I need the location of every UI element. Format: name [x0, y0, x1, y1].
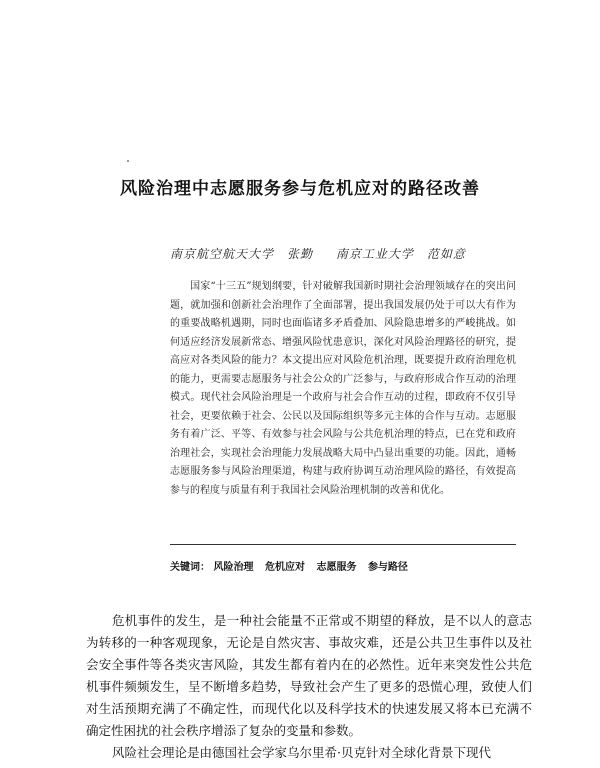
scan-speck — [127, 160, 129, 162]
body-paragraph-2: 风险社会理论是由德国社会学家乌尔里希·贝克针对全球化背景下现代 — [112, 745, 491, 760]
body-text — [86, 610, 532, 764]
keyword-4: 参与路径 — [367, 562, 408, 573]
author-affiliation-1: 南京航空航天大学 张勤 — [170, 247, 314, 261]
keyword-1: 风险治理 — [213, 562, 254, 573]
author-affiliation-2: 南京工业大学 范如意 — [335, 247, 466, 261]
abstract-text: 国家“十三五”规划纲要，针对破解我国新时期社会治理领域存在的突出问题，就加强和创新社会治理作了全面部署，提出我国发展仍处于可以大有作为的重要战略机遇期，同时也面临诸多矛盾叠加、风险隐患增多的严峻挑战。如何适应经济发展新常态、增强风险忧患意识，深化对风险治理路径的研究，提高应对各类风险的能力？本文提出应对风险危机治理，既要提升政府治理危机的能力，更需要志愿服务与社会公众的广泛参与，与政府形成合作互动的治理模式。现代社会风险治理是一个政府与社会合作互动的过程，即政府不仅引导社会，更要依赖于社会、公民以及国际组织等多元主体的合作与互动。志愿服务有着广泛、平等、有效参与社会风险与公共危机治理的特点，已在党和政府治理社会，实现社会治理能力发展战略大局中凸显出重要的功能。因此，通畅志愿服务参与风险治理渠道，构建与政府协调互动治理风险的路径，有效提高参与的程度与质量有利于我国社会风险治理机制的改善和优化。 — [170, 281, 516, 496]
keywords — [170, 558, 516, 573]
body-paragraph-1: 危机事件的发生，是一种社会能量不正常或不期望的释放，是不以人的意志为转移的一种客观现象，无论是自然灾害、事故灾难，还是公共卫生事件以及社会安全事件等各类灾害风险，其发生都有着内在的必然性。近年来突发性公共危机事件频频发生，呈不断增多趋势，导致社会产生了更多的恐慌心理，致使人们对生活预期充满了不确定性，而现代化以及科学技术的快速发展又将本已充满不确定性困扰的社会秩序增添了复杂的变量和参数。 — [86, 613, 532, 738]
abstract — [170, 278, 516, 500]
keywords-label: 关键词： — [170, 562, 210, 573]
keyword-2: 危机应对 — [264, 562, 305, 573]
author-line — [170, 245, 530, 262]
paper-title: 风险治理中志愿服务参与危机应对的路径改善 — [120, 179, 480, 199]
keyword-3: 志愿服务 — [316, 562, 357, 573]
abstract-divider — [170, 544, 516, 545]
